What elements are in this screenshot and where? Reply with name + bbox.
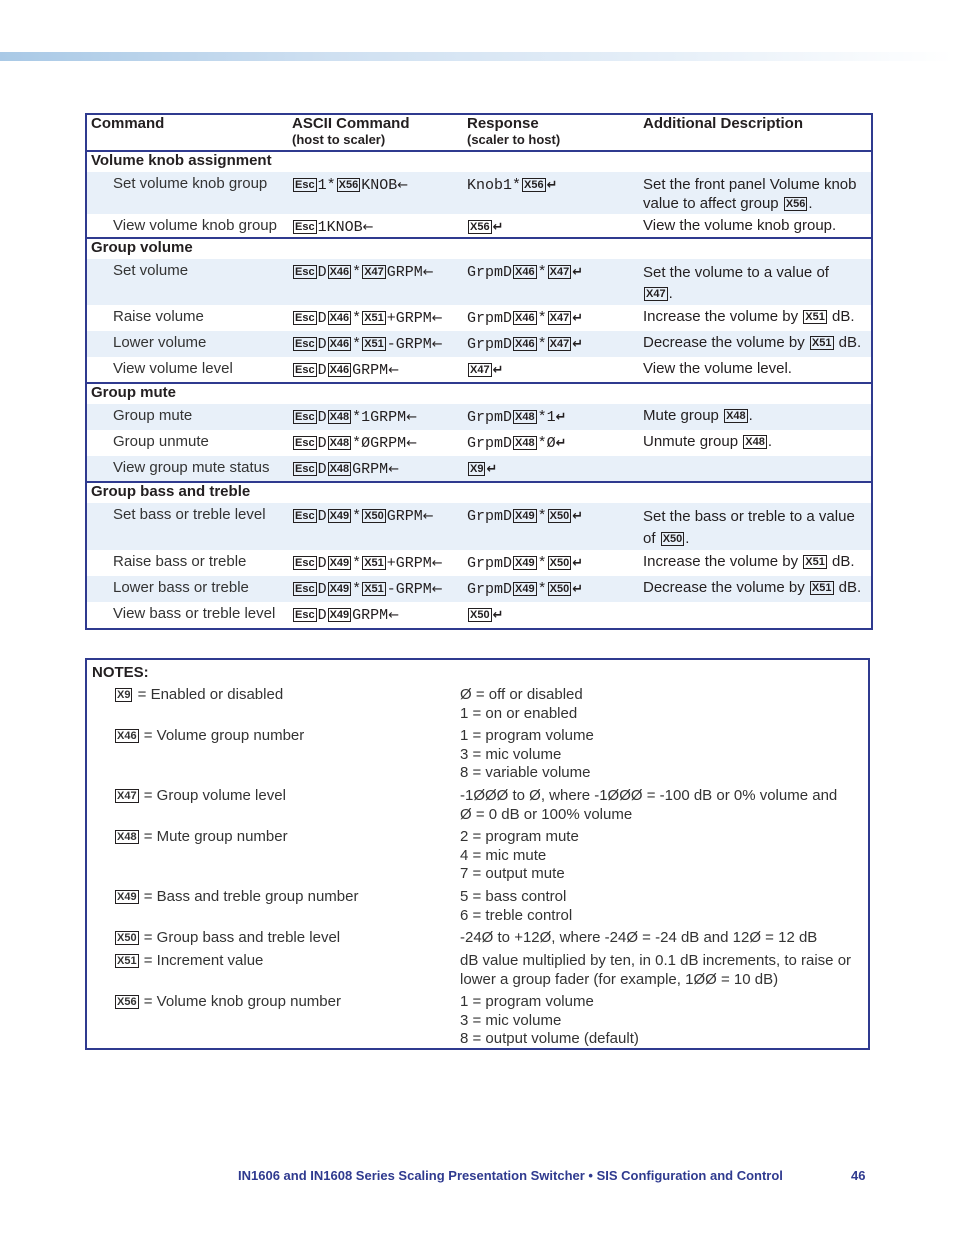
return-icon: ↵	[546, 178, 558, 193]
table-row: View volume level Esc D X46 GRPM← X47 ↵ View the volume level.	[113, 360, 792, 379]
return-icon: ↵	[572, 509, 584, 524]
group-heading: Volume knob assignment	[91, 152, 272, 169]
variable-key: X48	[515, 411, 535, 423]
variable-key: X47	[470, 364, 490, 376]
variable-key: X46	[117, 730, 137, 742]
variable-key: Esc	[295, 557, 315, 569]
variable-key: X50	[364, 510, 384, 522]
variable-key: X48	[329, 437, 350, 449]
variable-key: Esc	[295, 411, 315, 423]
variable-key: Esc	[295, 583, 315, 595]
note-x49-values: 5 = bass control 6 = treble control	[460, 888, 573, 924]
return-icon: ↵	[486, 462, 498, 477]
variable-key: X47	[549, 266, 570, 278]
variable-key: X46	[515, 312, 535, 324]
left-arrow-icon: ←	[422, 509, 434, 524]
note-x9-label: X9 = Enabled or disabled	[117, 686, 284, 703]
variable-key: X51	[805, 556, 825, 568]
variable-key: X51	[364, 583, 384, 595]
col-response: Response (scaler to host)	[463, 114, 639, 151]
variable-key: X47	[646, 288, 666, 300]
variable-key: X48	[329, 411, 350, 423]
variable-key: X51	[805, 311, 825, 323]
variable-key: Esc	[295, 221, 315, 233]
left-arrow-icon: ←	[431, 337, 443, 352]
variable-key: Esc	[295, 437, 315, 449]
variable-key: X49	[515, 557, 535, 569]
footer-title: IN1606 and IN1608 Series Scaling Presentation Switcher • SIS Configuration and Control	[238, 1168, 783, 1183]
variable-key: X56	[524, 179, 544, 191]
variable-key: X46	[329, 312, 350, 324]
variable-key: X51	[811, 582, 832, 594]
return-icon: ↵	[572, 582, 584, 597]
note-x46-label: X46 = Volume group number	[117, 727, 305, 744]
page-number: 46	[851, 1168, 866, 1183]
return-icon: ↵	[492, 363, 504, 378]
return-icon: ↵	[492, 608, 504, 623]
table-row: Set bass or treble level Esc D X49 * X50 GRPM← GrpmD X49 * X50 ↵ Set the bass or treble to a value of X50 .	[86, 503, 872, 550]
left-arrow-icon: ←	[362, 220, 374, 235]
variable-key: X50	[662, 533, 683, 545]
left-arrow-icon: ←	[406, 410, 418, 425]
return-icon: ↵	[555, 410, 567, 425]
table-row: View volume knob group Esc 1KNOB← X56 ↵ View the volume knob group.	[113, 217, 837, 236]
col-ascii: ASCII Command (host to scaler)	[288, 114, 463, 151]
variable-key: X47	[117, 790, 137, 802]
variable-key: X51	[811, 337, 832, 349]
table-header	[86, 114, 872, 151]
variable-key: X46	[515, 266, 535, 278]
variable-key: X49	[329, 583, 350, 595]
note-x47-values: -1ØØØ to Ø, where -1ØØØ = -100 dB or 0% volume and Ø = 0 dB or 100% volume	[460, 787, 838, 823]
left-arrow-icon: ←	[397, 178, 409, 193]
variable-key: Esc	[295, 179, 315, 191]
table-row: Group mute Esc D X48 *1GRPM← GrpmD X48 *1↵ Mute group X48 .	[86, 404, 872, 430]
variable-key: Esc	[295, 609, 315, 621]
note-x51-label: X51 = Increment value	[117, 952, 264, 969]
variable-key: X51	[364, 338, 384, 350]
table-row: Raise volume Esc D X46 * X51 +GRPM← GrpmD X46 * X47 ↵ Increase the volume by X51 dB.	[113, 308, 855, 327]
group-heading: Group volume	[86, 238, 872, 259]
note-x48-label: X48 = Mute group number	[117, 828, 288, 845]
variable-key: X47	[549, 338, 570, 350]
variable-key: X47	[364, 266, 384, 278]
variable-key: X48	[515, 437, 535, 449]
variable-key: X56	[117, 996, 137, 1008]
variable-key: X56	[470, 221, 490, 233]
variable-key: X50	[549, 583, 570, 595]
table-row: Raise bass or treble Esc D X49 * X51 +GRPM← GrpmD X49 * X50 ↵ Increase the volume by X51 dB.	[113, 553, 855, 572]
variable-key: X9	[117, 689, 131, 701]
table-row: Group unmute Esc D X48 *ØGRPM← GrpmD X48 *Ø↵ Unmute group X48 .	[113, 433, 772, 452]
return-icon: ↵	[572, 337, 584, 352]
left-arrow-icon: ←	[431, 582, 443, 597]
note-x46-values: 1 = program volume 3 = mic volume 8 = variable volume	[460, 727, 594, 781]
variable-key: X50	[549, 557, 570, 569]
variable-key: X46	[329, 338, 350, 350]
variable-key: X49	[329, 510, 350, 522]
group-heading: Group bass and treble	[86, 482, 872, 503]
variable-key: X9	[470, 463, 484, 475]
table-row: View group mute status Esc D X48 GRPM← X9 ↵	[86, 456, 872, 482]
header-gradient-bar	[0, 52, 954, 61]
variable-key: X46	[329, 364, 350, 376]
note-x51-values: dB value multiplied by ten, in 0.1 dB increments, to raise or lower a group fader (for example, 1ØØ = 10 dB)	[460, 952, 852, 988]
variable-key: Esc	[295, 510, 315, 522]
variable-key: X56	[785, 198, 806, 210]
variable-key: X49	[515, 583, 535, 595]
table-row: Lower bass or treble Esc D X49 * X51 -GRPM← GrpmD X49 * X50 ↵ Decrease the volume by X51 dB.	[86, 576, 872, 602]
left-arrow-icon: ←	[388, 608, 400, 623]
table-row: Lower volume Esc D X46 * X51 -GRPM← GrpmD X46 * X47 ↵ Decrease the volume by X51 dB.	[86, 331, 872, 357]
sis-command-table	[85, 113, 873, 630]
left-arrow-icon: ←	[406, 436, 418, 451]
variable-key: X49	[329, 557, 350, 569]
variable-key: Esc	[295, 364, 315, 376]
note-x9-values: Ø = off or disabled 1 = on or enabled	[460, 686, 583, 722]
note-x49-label: X49 = Bass and treble group number	[117, 888, 359, 905]
variable-key: X56	[338, 179, 359, 191]
return-icon: ↵	[555, 436, 567, 451]
table-row: Set volume Esc D X46 * X47 GRPM← GrpmD X46 * X47 ↵ Set the volume to a value of X47 .	[86, 259, 872, 305]
left-arrow-icon: ←	[388, 462, 400, 477]
return-icon: ↵	[572, 265, 584, 280]
left-arrow-icon: ←	[431, 556, 443, 571]
note-x56-label: X56 = Volume knob group number	[117, 993, 341, 1010]
variable-key: Esc	[295, 312, 315, 324]
notes-title: NOTES:	[92, 664, 149, 681]
variable-key: X48	[329, 463, 350, 475]
return-icon: ↵	[572, 556, 584, 571]
variable-key: X49	[329, 609, 350, 621]
variable-key: X50	[470, 609, 490, 621]
left-arrow-icon: ←	[388, 363, 400, 378]
variable-key: X51	[117, 955, 137, 967]
notes-box	[85, 658, 870, 1050]
variable-key: X49	[117, 891, 137, 903]
col-description: Additional Description	[639, 114, 872, 151]
variable-key: X47	[549, 312, 570, 324]
note-x48-values: 2 = program mute 4 = mic mute 7 = output mute	[460, 828, 579, 882]
return-icon: ↵	[572, 311, 584, 326]
note-x50-values: -24Ø to +12Ø, where -24Ø = -24 dB and 12Ø = 12 dB	[460, 929, 818, 946]
group-heading: Group mute	[86, 383, 872, 404]
variable-key: X51	[364, 557, 384, 569]
variable-key: Esc	[295, 463, 315, 475]
note-x47-label: X47 = Group volume level	[117, 787, 286, 804]
variable-key: X48	[726, 410, 746, 422]
variable-key: X50	[549, 510, 570, 522]
variable-key: X48	[117, 831, 137, 843]
variable-key: X46	[515, 338, 535, 350]
col-command: Command	[86, 114, 288, 151]
variable-key: X49	[515, 510, 535, 522]
variable-key: Esc	[295, 338, 315, 350]
variable-key: X46	[329, 266, 350, 278]
variable-key: X51	[364, 312, 384, 324]
variable-key: Esc	[295, 266, 315, 278]
return-icon: ↵	[492, 220, 504, 235]
table-row: View bass or treble level Esc D X49 GRPM← X50 ↵	[113, 605, 504, 624]
left-arrow-icon: ←	[431, 311, 443, 326]
variable-key: X50	[117, 932, 137, 944]
note-x50-label: X50 = Group bass and treble level	[117, 929, 341, 946]
variable-key: X48	[745, 436, 765, 448]
left-arrow-icon: ←	[422, 265, 434, 280]
note-x56-values: 1 = program volume 3 = mic volume 8 = output volume (default)	[460, 993, 639, 1047]
table-row: Set volume knob group Esc 1* X56 KNOB← Knob1* X56 ↵ Set the front panel Volume knob value to affect group X56 .	[86, 172, 872, 214]
